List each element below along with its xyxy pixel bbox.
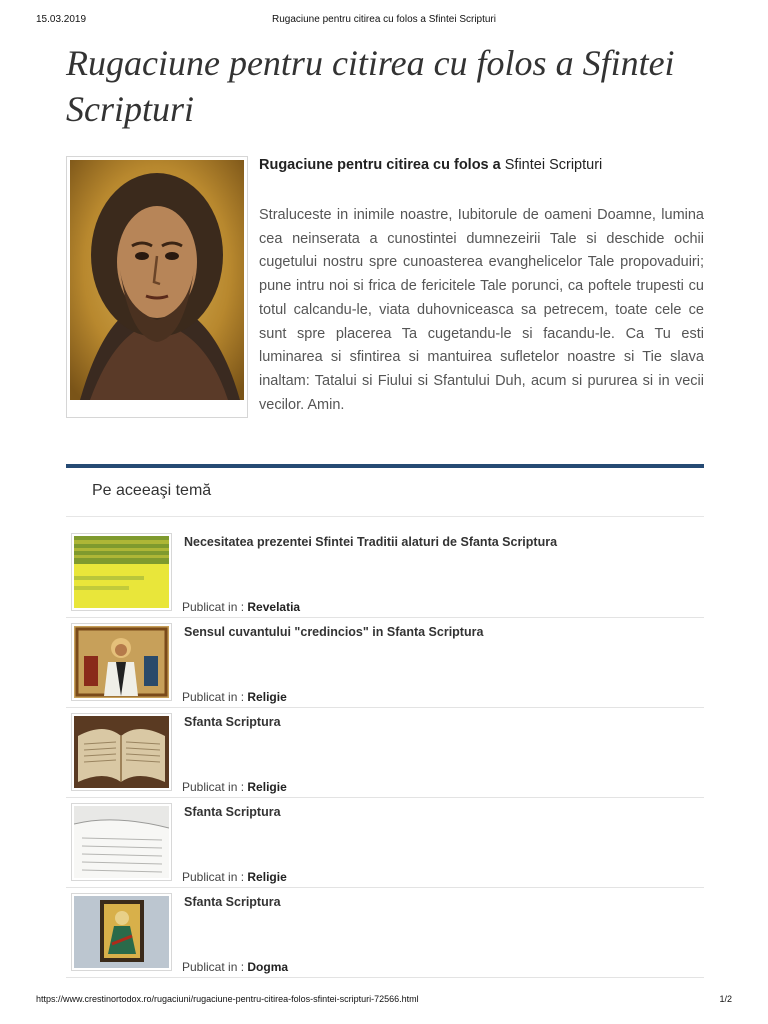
related-thumbnail[interactable]: [71, 803, 172, 881]
related-item[interactable]: [66, 708, 704, 798]
print-footer: [36, 994, 732, 1004]
related-item[interactable]: [66, 618, 704, 708]
related-thumbnail[interactable]: [71, 623, 172, 701]
related-thumbnail[interactable]: [71, 533, 172, 611]
lead-bold: Rugaciune pentru citirea cu folos a: [259, 157, 501, 173]
saint-icon-thumb-icon: [74, 626, 169, 698]
published-label: Publicat in :: [182, 960, 245, 974]
related-thumbnail[interactable]: [71, 713, 172, 791]
related-meta: [182, 780, 287, 794]
published-label: Publicat in :: [182, 870, 245, 884]
related-top-line: [66, 516, 704, 517]
christ-icon-image: [70, 160, 244, 400]
print-page-title: Rugaciune pentru citirea cu folos a Sfintei Scripturi: [271, 14, 496, 25]
related-item[interactable]: [66, 888, 704, 978]
manuscript-thumb-icon: [74, 536, 169, 608]
print-header: [36, 14, 732, 28]
related-title[interactable]: Sfanta Scriptura: [184, 715, 281, 729]
lead-rest: Sfintei Scripturi: [504, 157, 603, 173]
related-meta: [182, 690, 287, 704]
print-date: 15.03.2019: [36, 14, 87, 25]
open-bible-thumb-icon: [74, 716, 169, 788]
published-label: Publicat in :: [182, 600, 245, 614]
related-meta: [182, 870, 287, 884]
related-title[interactable]: Sfanta Scriptura: [184, 895, 281, 909]
related-item[interactable]: [66, 528, 704, 618]
related-thumbnail[interactable]: [71, 893, 172, 971]
icon-painting-thumb-icon: [74, 896, 169, 968]
related-meta: [182, 960, 288, 974]
published-label: Publicat in :: [182, 690, 245, 704]
published-label: Publicat in :: [182, 780, 245, 794]
page-url: https://www.crestinortodox.ro/rugaciuni/rugaciune-pentru-citirea-folos-sfintei-scripturi-72566.html: [36, 994, 419, 1004]
related-category[interactable]: Revelatia: [247, 600, 301, 614]
related-item[interactable]: [66, 798, 704, 888]
article-lead: [259, 157, 704, 173]
prayer-text: Straluceste in inimile noastre, Iubitorule de oameni Doamne, lumina cea neinserata a cunostintei dumnezeirii Tale si deschide ochii cugetului nostru spre cunoasterea evanghelicelor Tale propovaduiri; pune intru noi si frica de fericitele Tale porunci, ca poftele trupesti cu totul calcandu-le, viata duhovniceasca sa petrecem, toate cele ce sunt spre placerea Ta cugetandu-le si facandu-le. Ca Tu esti luminarea si sfintirea si mantuirea sufletelor noastre si Tie slava inaltam: Tatalui si Fiului si Sfantului Duh, acum si pururea si in vecii vecilor. Amin.: [259, 207, 704, 413]
related-meta: [182, 600, 300, 614]
related-category[interactable]: Dogma: [247, 960, 289, 974]
related-heading: Pe aceeaşi temă: [92, 482, 212, 499]
related-title[interactable]: Necesitatea prezentei Sfintei Traditii alaturi de Sfanta Scriptura: [184, 535, 558, 549]
article-title: Rugaciune pentru citirea cu folos a Sfintei Scripturi: [66, 43, 675, 129]
related-title[interactable]: Sensul cuvantului "credincios" in Sfanta Scriptura: [184, 625, 484, 639]
section-divider: [66, 464, 704, 468]
related-category[interactable]: Religie: [247, 690, 287, 704]
related-list: [66, 528, 704, 978]
page-number: 1/2: [719, 994, 732, 1004]
related-category[interactable]: Religie: [247, 780, 287, 794]
book-pages-thumb-icon: [74, 806, 169, 878]
related-category[interactable]: Religie: [247, 870, 287, 884]
related-title[interactable]: Sfanta Scriptura: [184, 805, 281, 819]
article-image: [66, 156, 248, 418]
